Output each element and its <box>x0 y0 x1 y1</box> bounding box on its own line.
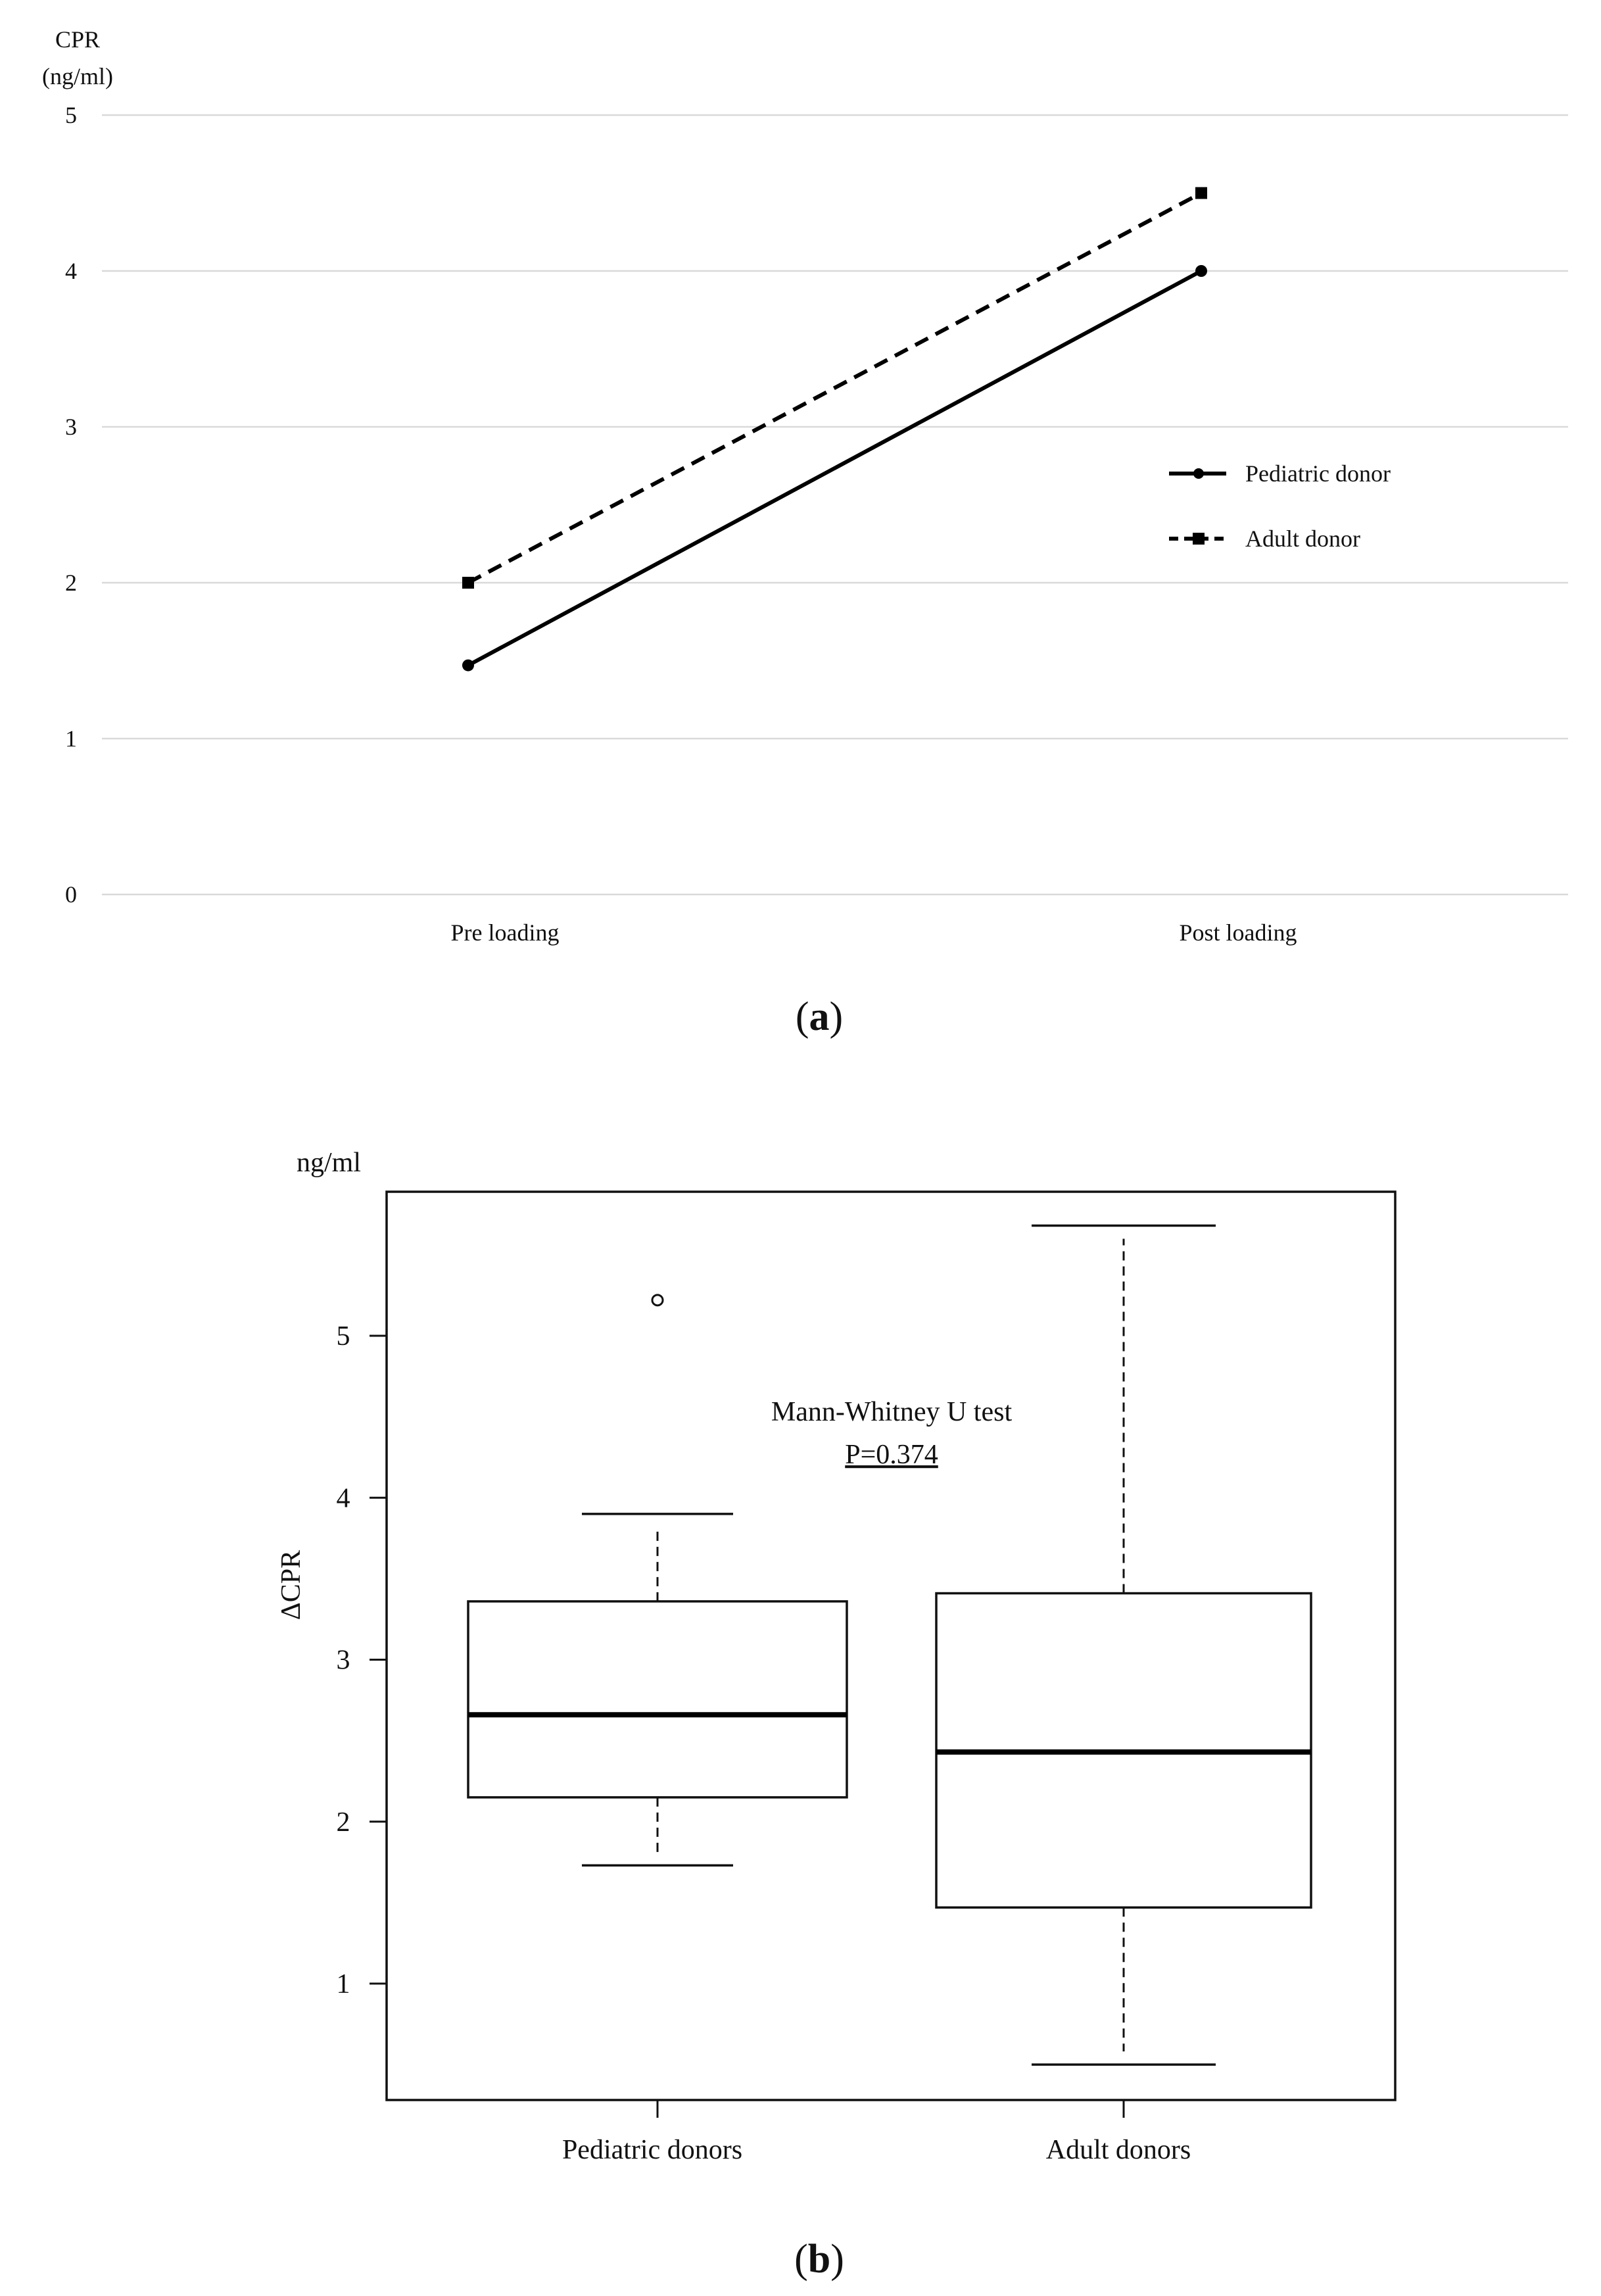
legend-marker-pediatric-donor <box>1193 468 1204 479</box>
y-axis-label: ΔCPR <box>276 1550 306 1621</box>
annotation-p-value: P=0.374 <box>845 1440 938 1470</box>
legend-label-adult-donor: Adult donor <box>1245 525 1360 552</box>
series-line <box>468 193 1201 583</box>
y-tick-label: 3 <box>336 1645 350 1676</box>
annotation-test-name: Mann-Whitney U test <box>771 1397 1013 1427</box>
y-axis-label-line2: (ng/ml) <box>42 63 113 89</box>
x-tick-label: Pre loading <box>450 919 560 946</box>
y-tick-label: 0 <box>65 881 77 908</box>
x-tick-label: Post loading <box>1179 919 1297 946</box>
data-point <box>1195 265 1207 277</box>
data-point <box>462 660 474 672</box>
series-line <box>468 271 1201 666</box>
y-axis <box>337 1321 387 1999</box>
y-tick-labels <box>65 102 77 908</box>
y-axis-label-line1: CPR <box>55 26 101 53</box>
data-point <box>1195 187 1207 199</box>
outlier-point <box>652 1295 663 1306</box>
legend-label-pediatric-donor: Pediatric donor <box>1245 460 1391 487</box>
unit-label: ng/ml <box>296 1148 362 1178</box>
y-tick-label: 1 <box>336 1969 350 1999</box>
x-tick-label: Pediatric donors <box>562 2135 743 2165</box>
y-tick-label: 2 <box>336 1807 350 1838</box>
legend <box>1169 460 1391 552</box>
panel-label-a: (a) <box>795 994 844 1039</box>
x-axis <box>562 2100 1191 2165</box>
y-tick-label: 2 <box>65 570 77 596</box>
box-plot-panel <box>276 1148 1395 2282</box>
boxes <box>468 1226 1311 2065</box>
data-point <box>462 577 474 589</box>
y-tick-label: 5 <box>336 1321 350 1352</box>
y-tick-label: 1 <box>65 725 77 752</box>
iqr-box <box>468 1601 847 1797</box>
series-lines <box>462 187 1207 672</box>
x-tick-label: Adult donors <box>1045 2135 1191 2165</box>
x-tick-labels <box>451 919 1297 946</box>
y-tick-label: 4 <box>336 1483 350 1514</box>
legend-marker-adult-donor <box>1193 533 1205 545</box>
panel-label-b: (b) <box>794 2237 844 2282</box>
gridlines <box>102 115 1568 894</box>
line-chart-panel <box>42 26 1568 1039</box>
y-tick-label: 5 <box>65 102 77 128</box>
y-tick-label: 3 <box>65 414 77 440</box>
y-tick-label: 4 <box>65 258 77 284</box>
